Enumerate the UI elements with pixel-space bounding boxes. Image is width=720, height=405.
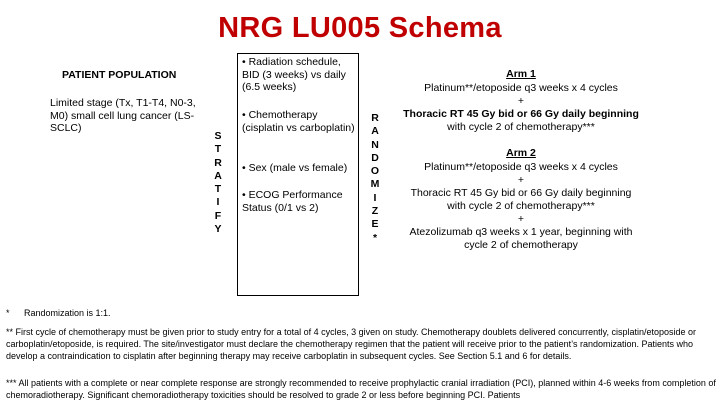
arm2-plus: + (517, 213, 525, 225)
stratify-label (211, 130, 225, 236)
randomize-letter: O (370, 165, 380, 178)
footnote-randomization (6, 308, 111, 318)
footnote-pci: *** All patients with a complete or near complete response are strongly recommended to receive prophylactic cranial irradiation (PCI), planned within 4-6 weeks from completion of chemoradiotherapy. Significant chemoradiotherapy toxicities should be resolved to grade 2 or less before beginning PCI. Patients (6, 378, 716, 400)
stratify-letter: T (214, 143, 222, 156)
footnote-chemotherapy: ** First cycle of chemotherapy must be given prior to study entry for a total of 4 cycles, 3 given on study. Chemotherapy doublets delivered concurrently, cisplatin/etoposide or carboplatin/etoposide, is required. The site/investigator must declare the chemotherapy regimen that the patient will receive prior to the patient’s randomization. Patients who develop a contraindication to cisplatin after beginning therapy may receive carboplatin in subsequent cycles. See Section 5.1 and 6 for details. (6, 327, 697, 361)
stratify-letter: T (214, 183, 222, 196)
randomize-label (368, 112, 382, 245)
treatment-arms (393, 53, 649, 296)
randomize-letter: D (371, 151, 379, 164)
arm2-plus: + (517, 174, 525, 186)
arm2-line: Atezolizumab q3 weeks x 1 year, beginning with (409, 226, 633, 238)
population-text: Limited stage (Tx, T1-T4, N0-3, M0) small cell lung cancer (LS-SCLC) (50, 97, 196, 134)
arm2-line: with cycle 2 of chemotherapy*** (447, 200, 595, 212)
arm1-line: with cycle 2 of chemotherapy*** (447, 121, 595, 133)
randomize-letter: A (371, 125, 379, 138)
stratify-letter: A (214, 169, 222, 182)
randomize-letter: E (371, 218, 379, 231)
arm1-line: Platinum**/etoposide q3 weeks x 4 cycles (424, 82, 618, 94)
strat-ecog: • ECOG Performance Status (0/1 vs 2) (242, 189, 343, 214)
randomize-letter: * (372, 231, 378, 244)
arm1-line: Thoracic RT 45 Gy bid or 66 Gy daily beginning (403, 108, 639, 120)
population-heading: PATIENT POPULATION (62, 69, 177, 81)
randomize-letter: N (371, 138, 379, 151)
arm2-line: Thoracic RT 45 Gy bid or 66 Gy daily beginning (410, 187, 632, 199)
schema-title: NRG LU005 Schema (218, 12, 502, 44)
stratify-letter: I (216, 196, 220, 209)
randomize-letter: Z (371, 205, 379, 218)
stratify-letter: F (214, 209, 222, 222)
arm1-title: Arm 1 (506, 68, 536, 80)
arm2-line: Platinum**/etoposide q3 weeks x 4 cycles (424, 161, 618, 173)
arm2-line: cycle 2 of chemotherapy (464, 239, 578, 251)
strat-radiation: • Radiation schedule, BID (3 weeks) vs daily (6.5 weeks) (242, 56, 346, 93)
stratify-letter: Y (214, 223, 222, 236)
strat-chemotherapy: • Chemotherapy (cisplatin vs carboplatin) (242, 109, 355, 134)
arm1-plus: + (517, 95, 525, 107)
stratify-letter: R (214, 156, 222, 169)
randomize-letter: M (370, 178, 380, 191)
stratify-letter: S (214, 130, 222, 142)
footnote-mark: * (6, 308, 10, 318)
randomize-letter: I (373, 191, 377, 204)
stratification-box (237, 53, 359, 296)
strat-sex: • Sex (male vs female) (242, 162, 348, 174)
randomize-letter: R (371, 112, 379, 124)
footnote-text: Randomization is 1:1. (24, 308, 111, 318)
arm2-title: Arm 2 (506, 147, 536, 159)
